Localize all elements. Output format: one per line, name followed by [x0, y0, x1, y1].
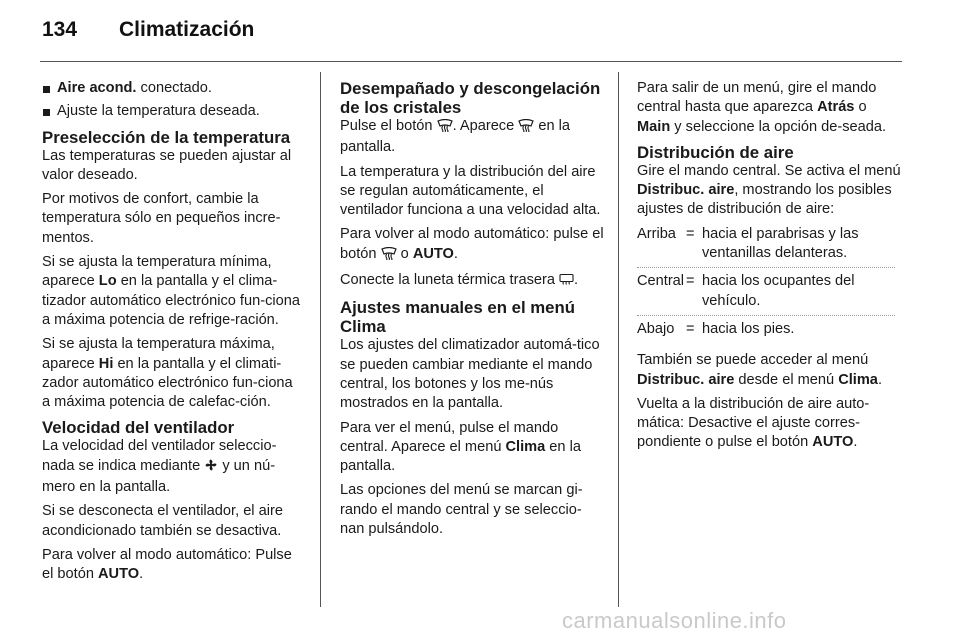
column-3: [637, 79, 903, 458]
table-row: [637, 320, 903, 339]
paragraph: Si se ajusta la temperatura máxima, aparece Hi en la pantalla y el climati‐zador automático electrónico fun‐ciona a máxima potencia de calefac‐ción.: [42, 336, 293, 411]
windshield-defrost-icon: [437, 119, 453, 138]
row-value: hacia el parabrisas y las ventanillas delanteras.: [702, 225, 859, 262]
distrib-label: Distribuc. aire: [637, 371, 735, 388]
heading-defog: Desempañado y descongelación de los cristales: [340, 79, 601, 117]
paragraph: Las opciones del menú se marcan gi‐rando el mando central y se seleccio‐nan pulsándolo.: [340, 482, 583, 538]
auto-label: AUTO: [98, 566, 140, 583]
windshield-defrost-icon: [381, 247, 397, 266]
paragraph: Si se ajusta la temperatura mínima, aparece Lo en la pantalla y el clima‐tizador automático electrónico fun‐ciona a máxima potencia de refrige‐ración.: [42, 254, 300, 328]
hi-label: Hi: [98, 355, 114, 372]
paragraph: Los ajustes del climatizador automá‐tico se pueden cambiar mediante el mando central, los botones y los me‐nús mostrados en la pantalla.: [340, 337, 600, 412]
paragraph: Las temperaturas se pueden ajustar al valor deseado.: [42, 147, 292, 183]
bullet-item: [42, 79, 304, 98]
ac-label: Aire acond.: [57, 80, 137, 96]
paragraph: Por motivos de confort, cambie la temperatura sólo en pequeños incre‐mentos.: [42, 191, 281, 246]
row-value: hacia los pies.: [702, 320, 795, 337]
row-key: Central: [637, 273, 685, 290]
atras-label: Atrás: [817, 99, 855, 116]
distribution-table: [637, 225, 903, 339]
row-equals: =: [686, 320, 695, 337]
paragraph: Gire el mando central. Se activa el menú Distribuc. aire, mostrando los posibles ajustes de distribución de aire:: [637, 162, 901, 218]
fan-icon: [204, 458, 218, 478]
bullet-item: [42, 102, 304, 121]
row-value: hacia los ocupantes del vehículo.: [702, 273, 855, 309]
row-equals: =: [686, 225, 695, 242]
column-2: [340, 79, 604, 544]
page-title: Climatización: [119, 18, 255, 41]
paragraph: Para ver el menú, pulse el mando central. Aparece el menú Clima en la pantalla.: [340, 419, 581, 475]
column-1: [42, 79, 304, 590]
paragraph: Para volver al modo automático: pulse el botón o AUTO.: [340, 225, 604, 266]
row-divider: [637, 267, 895, 268]
paragraph: También se puede acceder al menú Distribuc. aire desde el menú Clima.: [637, 352, 882, 388]
row-key: Arriba: [637, 225, 676, 242]
row-key: Abajo: [637, 320, 675, 337]
paragraph: Pulse el botón . Aparece en la pantalla.: [340, 118, 570, 156]
header-rule: [40, 61, 902, 62]
heading-preselect: Preselección de la temperatura: [42, 127, 291, 147]
paragraph: La temperatura y la distribución del aire se regulan automáticamente, el ventilador funciona a una velocidad alta.: [340, 163, 601, 219]
main-label: Main: [637, 118, 671, 135]
paragraph: Vuelta a la distribución de aire auto‐mática: Desactive el ajuste corres‐pondiente o pulse el botón AUTO.: [637, 395, 870, 451]
row-divider: [637, 315, 895, 316]
table-row: [637, 225, 903, 264]
bullet-text: conectado.: [136, 80, 212, 96]
auto-label: AUTO: [812, 434, 854, 451]
paragraph: Si se desconecta el ventilador, el aire acondicionado también se desactiva.: [42, 503, 283, 539]
clima-label: Clima: [838, 371, 878, 388]
heading-distribution: Distribución de aire: [637, 142, 794, 162]
page-number: 134: [42, 18, 78, 41]
paragraph: Para salir de un menú, gire el mando central hasta que aparezca Atrás o Main y seleccione la opción de‐seada.: [637, 80, 887, 135]
paragraph: La velocidad del ventilador seleccio‐nada se indica mediante y un nú‐mero en la pantalla.: [42, 438, 277, 496]
watermark: carmanualsonline.info: [562, 608, 787, 633]
heading-fan: Velocidad del ventilador: [42, 418, 235, 438]
paragraph: Conecte la luneta térmica trasera .: [340, 271, 604, 292]
table-row: [637, 272, 903, 311]
bullet-text: Ajuste la temperatura deseada.: [57, 103, 260, 120]
row-equals: =: [686, 273, 695, 290]
windshield-defrost-icon: [518, 119, 534, 138]
column-divider: [320, 72, 321, 607]
paragraph: Para volver al modo automático: Pulse el botón AUTO.: [42, 546, 292, 583]
rear-window-heater-icon: [559, 273, 574, 292]
heading-manual: Ajustes manuales en el menú Clima: [340, 298, 576, 337]
column-divider: [618, 72, 619, 607]
distrib-label: Distribuc. aire: [637, 182, 735, 199]
bullet-square-icon: [43, 109, 50, 116]
auto-label: AUTO: [412, 245, 454, 262]
bullet-square-icon: [43, 86, 50, 93]
lo-label: Lo: [98, 273, 117, 290]
clima-label: Clima: [505, 438, 546, 455]
